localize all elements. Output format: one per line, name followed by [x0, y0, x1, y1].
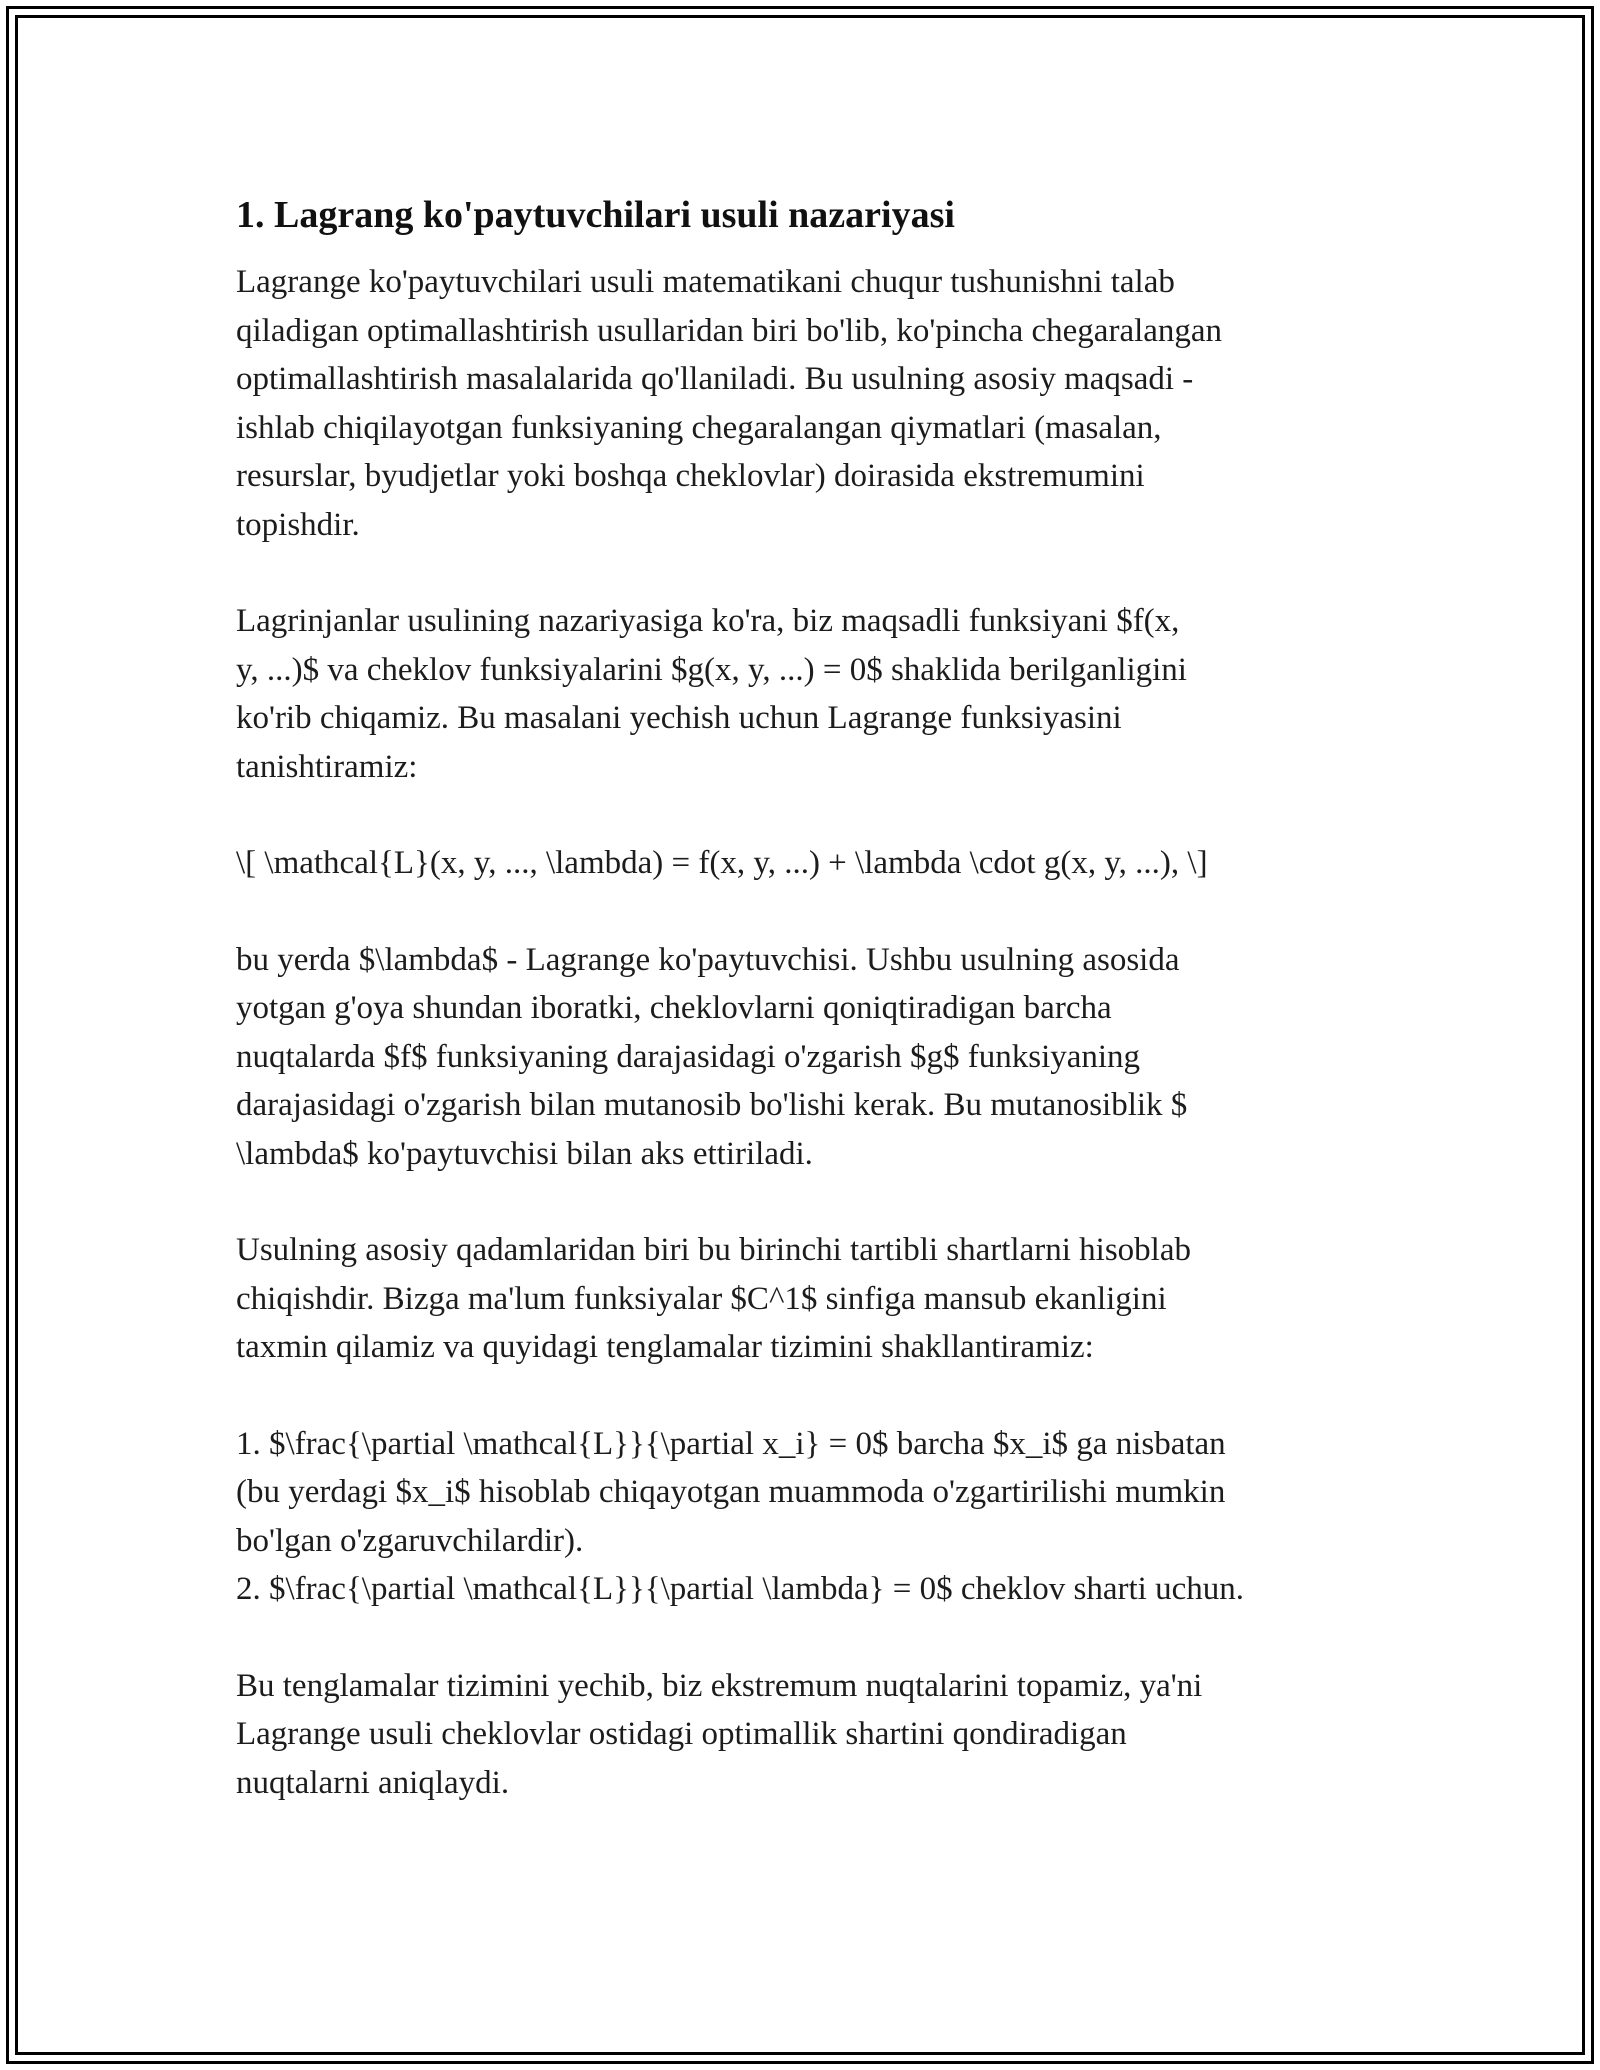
conditions-list: 1. $\frac{\partial \mathcal{L}}{\partial x_i} = 0$ barcha $x_i$ ga nisbatan (bu yerdagi $x_i$ hisoblab chiqayotgan muammoda o'zgartirilishi mumkin bo'lgan o'zgaruvchilardir). 2. $\frac{\partial \mathcal{L}}{\partial \lambda} = 0$ cheklov sharti uchun.: [236, 1425, 1244, 1607]
paragraph-conclusion: Bu tenglamalar tizimini yechib, biz ekstremum nuqtalarini topamiz, ya'ni Lagrange usuli cheklovlar ostidagi optimallik shartini qondiradigan nuqtalarni aniqlaydi.: [236, 1667, 1203, 1801]
lagrange-formula: \[ \mathcal{L}(x, y, ..., \lambda) = f(x, y, ...) + \lambda \cdot g(x, y, ...), \]: [236, 845, 1208, 881]
paragraph-intro: Lagrange ko'paytuvchilari usuli matematikani chuqur tushunishni talab qiladigan optimallashtirish usullaridan biri bo'lib, ko'pincha chegaralangan optimallashtirish masalalarida qo'llaniladi. Bu usulning asosiy maqsadi - ishlab chiqilayotgan funksiyaning chegaralangan qiymatlari (masalan, resurslar, byudjetlar yoki boshqa cheklovlar) doirasida ekstremumini topishdir.: [236, 264, 1223, 543]
paragraph-first-order: Usulning asosiy qadamlaridan biri bu birinchi tartibli shartlarni hisoblab chiqishdir. Bizga ma'lum funksiyalar $C^1$ sinfiga mansub ekanligini taxmin qilamiz va quyidagi tenglamalar tizimini shakllantiramiz:: [236, 1232, 1191, 1365]
paragraph-multiplier: bu yerda $\lambda$ - Lagrange ko'paytuvchisi. Ushbu usulning asosida yotgan g'oya shundan iboratki, cheklovlarni qoniqtiradigan barcha nuqtalarda $f$ funksiyaning darajasidagi o'zgarish $g$ funksiyaning darajasidagi o'zgarish bilan mutanosib bo'lishi kerak. Bu mutanosiblik $ \lambda$ ko'paytuvchisi bilan aks ettiriladi.: [236, 941, 1188, 1172]
document-body: [236, 190, 1376, 1855]
paragraph-theory: Lagrinjanlar usulining nazariyasiga ko'ra, biz maqsadli funksiyani $f(x, y, ...)$ va cheklov funksiyalarini $g(x, y, ...) = 0$ shaklida berilganligini ko'rib chiqamiz. Bu masalani yechish uchun Lagrange funksiyasini tanishtiramiz:: [236, 603, 1187, 785]
section-heading: 1. Lagrang ko'paytuvchilari usuli nazariyasi: [236, 194, 955, 236]
